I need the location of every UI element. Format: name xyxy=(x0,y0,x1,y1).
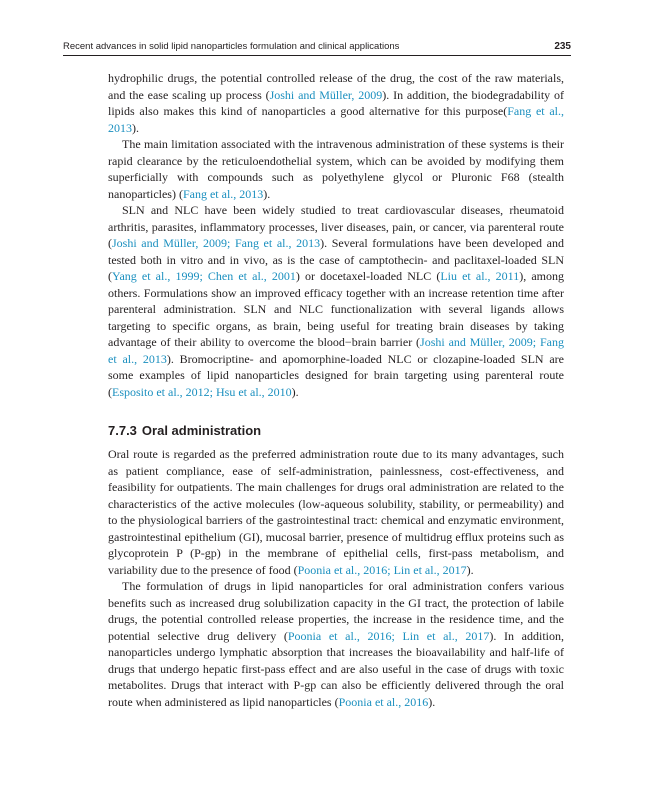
header-rule xyxy=(63,55,571,56)
paragraph-limitation: The main limitation associated with the intravenous administration of these systems is their rapid clearance by the reticuloendothelial system, which can be avoided by modifying them superficially with compounds such as polyethylene glycol or Pluronic F68 (stealth nanoparticles) (Fang et al., 2013). xyxy=(108,137,564,201)
citation-link[interactable]: Poonia et al., 2016 xyxy=(338,694,429,709)
citation-link[interactable]: Joshi and Müller, 2009 xyxy=(269,87,383,102)
citation-link[interactable]: Poonia et al., 2016; Lin et al., 2017 xyxy=(287,628,490,643)
citation-link[interactable]: Fang et al., 2013 xyxy=(108,104,564,135)
citation-link[interactable]: Poonia et al., 2016; Lin et al., 2017 xyxy=(297,562,467,577)
paragraph-oral-route: Oral route is regarded as the preferred administration route due to its many advantages, such as patient compliance, ease of self-administration, painlessness, cost-effectiveness, and feasibility for outpatients. The main challenges for drugs oral administration are related to the characteristics of the active molecules (low-aqueous solubility, stability, or permeability) and to the physiological barriers of the gastrointestinal tract: chemical and enzymatic environment, gastrointestinal epithelium (GI), mucosal barrier, presence of multidrug efflux proteins such as glycoprotein P (P-gp) in the membrane of epithelial cells, first-pass metabolism, and variability due to the presence of food (Poonia et al., 2016; Lin et al., 2017). xyxy=(108,447,564,577)
paragraph-continuation: hydrophilic drugs, the potential controlled release of the drug, the cost of the raw materials, and the ease scaling up process (Joshi and Müller, 2009). In addition, the biodegradability of lipids also makes this kind of nanoparticles a good alternative for this purpose(Fang et al., 2013). xyxy=(108,71,565,135)
running-header xyxy=(63,40,571,54)
paragraph-sln-nlc: SLN and NLC have been widely studied to treat cardiovascular diseases, rheumatoid arthritis, parasites, inflammatory processes, liver diseases, pain, or cancer, via parenteral route (Joshi and Müller, 2009; Fang et al., 2013). Several formulations have been developed and tested both in vitro and in vivo, as is the case of camptothecin- and paclitaxel-loaded SLN (Yang et al., 1999; Chen et al., 2001) or docetaxel-loaded NLC (Liu et al., 2011), among others. Formulations show an improved efficacy together with an increase retention time after parenteral administration. SLN and NLC functionalization with several ligands allows targeting to specific organs, as brain, being useful for treating brain diseases by taking advantage of their ability to overcome the blood−brain barrier (Joshi and Müller, 2009; Fang et al., 2013). Bromocriptine- and apomorphine-loaded NLC or clozapine-loaded SLN are some examples of lipid nanoparticles designed for brain targeting using parenteral route (Esposito et al., 2012; Hsu et al., 2010). xyxy=(108,203,564,399)
section-title: Oral administration xyxy=(141,423,262,438)
citation-link[interactable]: Joshi and Müller, 2009; Fang et al., 2013 xyxy=(108,335,564,366)
section-heading xyxy=(108,423,564,439)
section-number: 7.7.3 xyxy=(108,423,137,438)
citation-link[interactable]: Joshi and Müller, 2009; Fang et al., 2013 xyxy=(112,236,321,250)
citation-link[interactable]: Yang et al., 1999; Chen et al., 2001 xyxy=(112,269,296,283)
paragraph-formulation: The formulation of drugs in lipid nanoparticles for oral administration confers various benefits such as increased drug solubilization capacity in the GI tract, the protection of labile drugs, the potential controlled release properties, the increase in the residence time, and the potential selective drug delivery (Poonia et al., 2016; Lin et al., 2017). In addition, nanoparticles undergo lymphatic absorption that increases the bioavailability and half-life of drugs that undergo hepatic first-pass effect and are also useful in the case of drugs with toxic metabolites. Drugs that interact with P-gp can also be efficiently delivered through the oral route when administered as lipid nanoparticles (Poonia et al., 2016). xyxy=(108,579,564,709)
running-title: Recent advances in solid lipid nanoparticles formulation and clinical applications xyxy=(63,41,400,52)
body-text xyxy=(108,70,564,710)
page-number: 235 xyxy=(554,41,571,52)
citation-link[interactable]: Fang et al., 2013 xyxy=(182,186,264,201)
citation-link[interactable]: Esposito et al., 2012; Hsu et al., 2010 xyxy=(112,384,292,399)
citation-link[interactable]: Liu et al., 2011 xyxy=(440,269,520,283)
